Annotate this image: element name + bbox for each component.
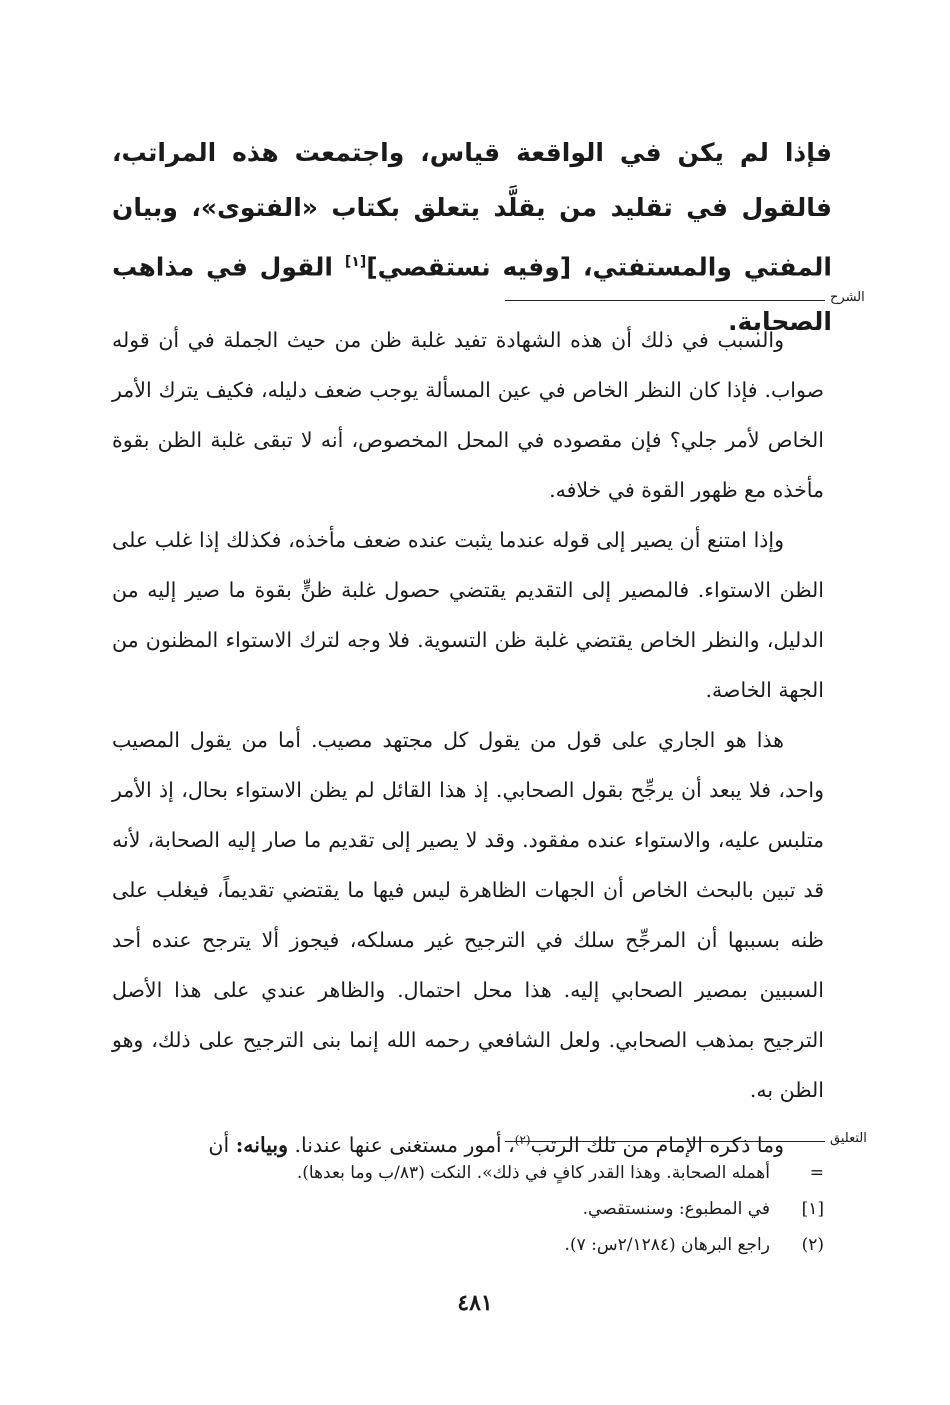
sharh-divider (505, 300, 825, 301)
p4-bold: وبيانه: (235, 1132, 289, 1157)
taliq-label: التعليق (830, 1131, 867, 1146)
sharh-label: الشرح (830, 290, 865, 305)
footnote-1 (112, 1191, 824, 1227)
matn-body: فإذا لم يكن في الواقعة قياس، واجتمعت هذه المراتب، فالقول في تقليد من يقلَّد يتعلق بكتاب «الفتوى»، وبيان المفتي والمستفتي، [وفيه نستقصي] (112, 138, 832, 282)
footnote-ref-2: (٢) (514, 1133, 531, 1147)
page-number: ٤٨١ (457, 1290, 493, 1316)
footnote-text: في المطبوع: وسنستقصي. (582, 1199, 770, 1219)
footnote-text: راجع البرهان (٢/١٢٨٤س: ٧). (564, 1235, 770, 1255)
p4-mid: ، أمور مستغنى عنها عندنا. (288, 1132, 515, 1157)
footnote-2 (112, 1227, 824, 1263)
footnote-mark: [١] (801, 1199, 824, 1219)
p4-start: وما ذكره الإمام من تلك الرتب (530, 1132, 784, 1157)
sharh-text (112, 315, 824, 1170)
p4-end: أن (208, 1132, 236, 1157)
footnote-mark: = (809, 1163, 824, 1183)
footnote-mark: (٢) (801, 1235, 824, 1255)
sharh-paragraph-1: والسبب في ذلك أن هذه الشهادة تفيد غلبة ظن من حيث الجملة في أن قوله صواب. فإذا كان النظر الخاص في عين المسألة يوجب ضعف دليله، فكيف يترك الأمر الخاص لأمر جلي؟ فإن مقصوده في المحل المخصوص، أنه لا تبقى غلبة الظن بقوة مأخذه مع ظهور القوة في خلافه. (112, 328, 824, 502)
footnotes (112, 1155, 824, 1263)
sharh-paragraph-2: وإذا امتنع أن يصير إلى قوله عندما يثبت عنده ضعف مأخذه، فكذلك إذا غلب على الظن الاستواء. فالمصير إلى التقديم يقتضي حصول غلبة ظنٍّ بقوة ما صير إليه من الدليل، والنظر الخاص يقتضي غلبة ظن التسوية. فلا وجه لترك الاستواء المظنون من الجهة الخاصة. (112, 528, 824, 702)
taliq-divider (505, 1141, 825, 1142)
sharh-paragraph-3: هذا هو الجاري على قول من يقول كل مجتهد مصيب. أما من يقول المصيب واحد، فلا يبعد أن يرجِّح بقول الصحابي. إذ هذا القائل لم يظن الاستواء بحال، إذ الأمر متلبس عليه، والاستواء عنده مفقود. وقد لا يصير إلى تقديم ما صار إليه الصحابة، لأنه قد تبين بالبحث الخاص أن الجهات الظاهرة ليس فيها ما يقتضي تقديماً، فيغلب على ظنه بسببها أن المرجِّح سلك في الترجيح غير مسلكه، فيجوز ألا يترجح عنده أحد السببين بمصير الصحابي إليه. هذا محل احتمال. والظاهر عندي على هذا الأصل الترجيح بمذهب الصحابي. ولعل الشافعي رحمه الله إنما بنى الترجيح على ذلك، وهو الظن به. (112, 728, 824, 1102)
matn-body-end: القول في مذاهب الصحابة. (112, 252, 832, 337)
footnote-continued (112, 1155, 824, 1191)
footnote-ref-1: [١] (344, 254, 367, 270)
footnote-text: أهمله الصحابة. وهذا القدر كافٍ في ذلك». النكت (٨٣/ب وما بعدها). (296, 1163, 770, 1183)
